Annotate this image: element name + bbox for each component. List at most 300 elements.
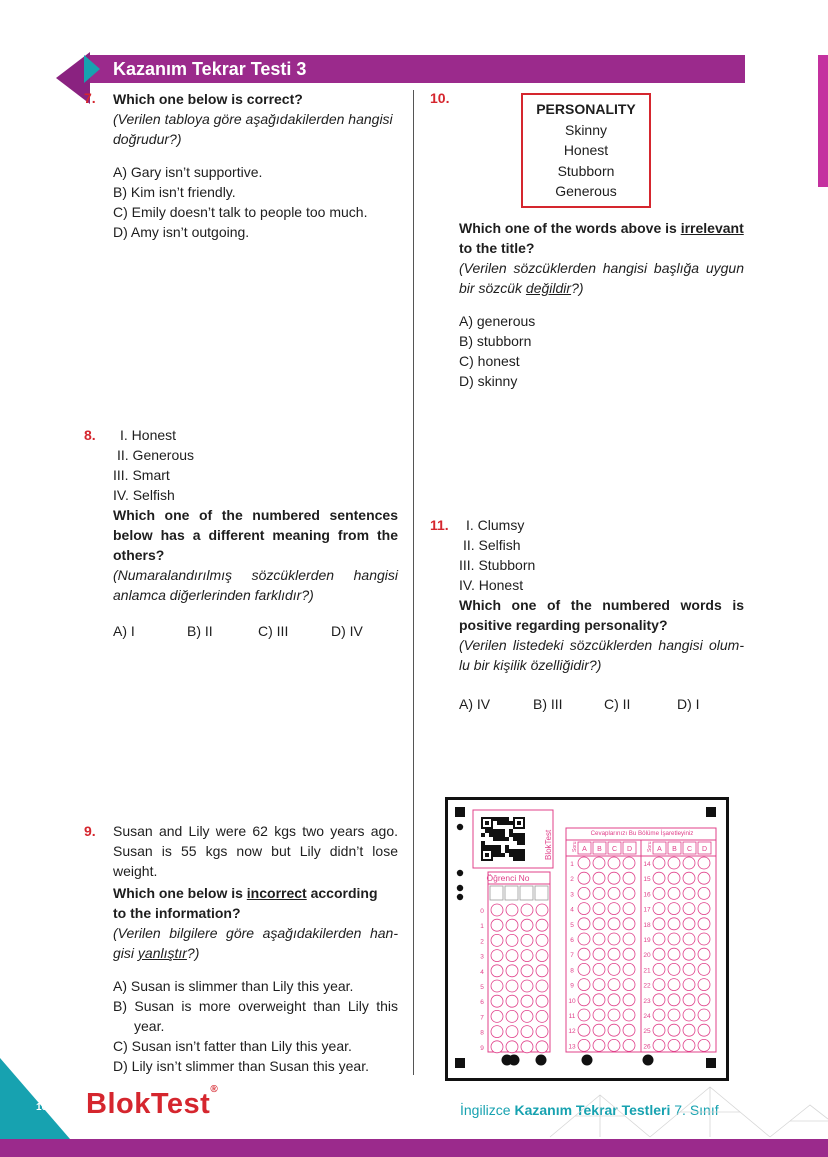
question-10-option-b[interactable]: B) stubborn [459,333,532,349]
brand-logo: BlokTest® [86,1084,219,1120]
qr-module [493,849,497,853]
answer-bubble [608,994,620,1006]
qr-module [497,829,501,833]
student-no-digit: 5 [480,984,484,991]
personality-word: Generous [555,183,617,199]
question-7-number: 7. [84,90,96,106]
question-7-translation-2: doğrudur?) [113,131,182,147]
answer-bubble [683,994,695,1006]
question-no-label: 25 [643,1028,651,1036]
student-no-bubble [536,934,548,946]
student-no-bubble [521,934,533,946]
answer-bubble [623,933,635,945]
student-no-bubble [536,950,548,962]
answer-bubble [578,963,590,975]
qr-module [501,829,505,833]
qr-finder [517,821,521,825]
qr-module [505,821,509,825]
answer-bubble [623,1039,635,1051]
answer-bubble [623,979,635,991]
answer-bubble [698,918,710,930]
qr-module [501,837,505,841]
qr-module [497,849,501,853]
student-no-digit: 4 [480,968,484,976]
answer-bubble [653,903,665,915]
student-no-bubble [521,1010,533,1022]
corner-tab-decoration [818,55,828,187]
answer-bubble [608,857,620,869]
question-9-translation-2: gisi yanlıştır?) [113,945,200,961]
question-no-label: 23 [643,997,651,1005]
answer-bubble [653,857,665,869]
answer-bubble [608,1039,620,1051]
question-10-translation-2: bir sözcük değildir?) [459,280,584,296]
answer-bubble [698,1009,710,1021]
question-9-text-2: to the information? [113,905,241,921]
question-7-option-a[interactable]: A) Gary isn’t supportive. [113,164,263,180]
answer-bubble [593,918,605,930]
corner-mark [706,807,716,817]
answer-bubble [668,963,680,975]
question-no-label: 20 [643,952,651,960]
student-no-bubble [491,1026,503,1038]
timing-dot [643,1055,654,1066]
student-no-bubble [506,950,518,962]
optical-answer-sheet [445,797,729,1081]
answer-bubble [653,872,665,884]
answer-letter: B [672,846,677,853]
page-title: Kazanım Tekrar Testi 3 [113,59,307,79]
question-9-number: 9. [84,823,96,839]
answer-bubble [593,1009,605,1021]
question-10-option-a[interactable]: A) generous [459,313,536,329]
question-10-text-2: to the title? [459,240,535,256]
qr-module [489,845,493,849]
student-no-bubble [506,934,518,946]
student-no-bubble [536,1041,548,1053]
answer-bubble [608,903,620,915]
student-no-bubble [491,965,503,977]
student-no-bubble [536,980,548,992]
answer-bubble [623,1009,635,1021]
answer-letter: B [597,846,602,853]
question-8 [113,425,398,605]
question-8-item-3: III. Smart [113,467,170,483]
answer-bubble [668,948,680,960]
question-7 [113,89,398,242]
question-10-number: 10. [430,90,450,106]
question-10-option-d[interactable]: D) skinny [459,373,518,389]
question-no-label: 4 [570,906,574,914]
question-8-option-b[interactable]: B) II [187,623,213,639]
answer-bubble [668,872,680,884]
answer-bubble [608,1024,620,1036]
student-no-cell [505,886,518,900]
student-no-bubble [491,904,503,916]
qr-module [497,821,501,825]
answer-bubble [593,948,605,960]
answer-bubble [608,933,620,945]
student-no-bubble [506,1041,518,1053]
answer-bubble [683,887,695,899]
page-number: 10 [36,1102,48,1113]
student-no-bubble [506,919,518,931]
question-no-label: 24 [643,1013,651,1020]
question-no-label: 9 [570,982,574,990]
qr-module [509,833,513,837]
question-no-label: 8 [570,967,574,975]
qr-module [521,837,525,841]
answer-bubble [683,857,695,869]
question-8-options [113,621,398,641]
timing-dot [457,870,463,876]
answer-bubble [608,979,620,991]
question-no-label: 13 [568,1043,576,1051]
answer-bubble [608,948,620,960]
qr-module [513,833,517,837]
qr-code [481,817,525,861]
timing-dot [457,824,463,830]
answer-bubble [653,963,665,975]
question-8-text-1: Which one of the numbered sentences [113,507,398,523]
qr-module [501,853,505,857]
student-no-bubble [491,1010,503,1022]
answer-bubble [698,963,710,975]
qr-module [505,845,509,849]
answer-bubble [698,887,710,899]
personality-box-title: PERSONALITY [536,101,636,117]
qr-module [497,817,501,821]
question-9-stem-2: Susan is 55 kgs now but Lily didn’t lose [113,843,398,859]
qr-finder [485,853,489,857]
answer-bubble [653,994,665,1006]
answer-bubble [593,1039,605,1051]
student-no-bubble [536,995,548,1007]
question-10-keyword: irrelevant [680,220,744,236]
question-no-label: 5 [570,921,574,929]
personality-word: Stubborn [557,162,615,179]
footer-bar [0,1139,828,1157]
qr-module [493,837,497,841]
answer-bubble [683,903,695,915]
qr-module [497,837,501,841]
answer-bubble [653,1024,665,1036]
question-no-label: 10 [568,997,576,1005]
question-11-text-2: positive regarding personality? [459,617,668,633]
qr-module [485,845,489,849]
question-10-translation-1: (Verilen sözcüklerden hangisi başlığa uygun [459,260,744,276]
qr-module [513,853,517,857]
personality-word: Skinny [564,121,608,138]
qr-module [493,833,497,837]
question-7-translation-1: (Verilen tabloya göre aşağıdakilerden hangisi [113,111,393,127]
question-no-label: 26 [643,1043,651,1051]
answer-bubble [668,979,680,991]
answer-bubble [593,903,605,915]
student-no-bubble [506,995,518,1007]
question-no-label: 7 [570,952,574,960]
qr-module [505,849,509,853]
question-8-text-2: below has a different meaning from the [113,527,398,543]
qr-module [481,841,485,845]
answer-bubble [578,857,590,869]
question-10-text-1: Which one of the words above is irrelevant [459,220,744,236]
qr-module [517,857,521,861]
question-9-option-d[interactable]: D) Lily isn’t slimmer than Susan this year. [113,1058,369,1074]
student-no-bubble [506,904,518,916]
answer-letter: D [626,846,633,853]
question-11-option-a[interactable]: A) IV [459,696,491,712]
answer-bubble [668,933,680,945]
qr-module [493,853,497,857]
qr-module [497,845,501,849]
answer-bubble [608,887,620,899]
question-no-label: 11 [568,1013,576,1020]
question-no-label: 2 [570,876,574,884]
answer-bubble [653,979,665,991]
question-11-option-c[interactable]: C) II [604,696,631,712]
student-no-bubble [521,980,533,992]
answer-bubble [578,887,590,899]
qr-module [517,841,521,845]
qr-module [521,833,525,837]
answer-bubble [668,994,680,1006]
answer-bubble [683,872,695,884]
student-no-bubble [536,919,548,931]
answer-bubble [593,963,605,975]
question-11-text-1: Which one of the numbered words is [459,597,744,613]
answer-bubble [623,887,635,899]
question-11-number: 11. [430,517,449,533]
answer-bubble [593,857,605,869]
answer-bubble [593,872,605,884]
question-no-label: 22 [643,982,651,990]
answer-bubble [608,918,620,930]
student-no-bubble [506,965,518,977]
answer-bubble [578,903,590,915]
question-9-keyword: incorrect [246,885,307,901]
question-9-translation-1: (Verilen bilgilere göre aşağıdakilerden han- [113,925,398,941]
personality-word: Honest [563,142,609,158]
qr-module [501,821,505,825]
answer-bubble [578,948,590,960]
answer-bubble [608,1009,620,1021]
student-no-digit: 7 [480,1014,484,1022]
student-no-digit: 3 [480,953,484,961]
answer-bubble [698,872,710,884]
question-no-label: 1 [570,861,574,868]
question-no-label: 16 [643,891,651,899]
student-no-bubble [491,1041,503,1053]
answer-bubble [653,933,665,945]
question-7-text: Which one below is correct? [113,91,303,107]
answer-bubble [683,963,695,975]
qr-module [517,833,521,837]
soru-label-left: Soru [572,841,578,852]
question-11-translation-2: lu bir kişilik özelliğidir?) [459,657,602,673]
student-no-digit: 6 [480,999,484,1007]
question-8-option-c[interactable]: C) III [258,623,289,639]
qr-module [509,853,513,857]
question-no-label: 14 [643,861,651,868]
qr-module [493,829,497,833]
answer-bubble [653,1009,665,1021]
question-8-translation-2: anlamca diğerlerinden farklıdır?) [113,587,314,603]
answer-bubble [578,1039,590,1051]
question-8-option-a[interactable]: A) I [113,623,135,639]
question-10-option-c[interactable]: C) honest [459,353,520,369]
question-no-label: 21 [643,967,651,975]
answer-bubble [608,872,620,884]
question-8-text-3: others? [113,547,165,563]
question-11-item-1: I. Clumsy [466,517,525,533]
answer-bubble [593,933,605,945]
answer-bubble [668,903,680,915]
question-9 [113,821,398,1076]
qr-module [521,853,525,857]
answer-sheet-graphic [448,800,726,1078]
answer-bubble [578,979,590,991]
answer-bubble [593,994,605,1006]
answer-bubble [668,1024,680,1036]
answer-bubble [578,1024,590,1036]
corner-mark [455,807,465,817]
qr-module [497,833,501,837]
answer-bubble [698,903,710,915]
question-9-stem-1: Susan and Lily were 62 kgs two years ago. [113,823,398,839]
qr-module [517,853,521,857]
student-no-cell [520,886,533,900]
student-no-digit: 9 [480,1044,484,1052]
answer-bubble [578,933,590,945]
student-no-bubble [491,934,503,946]
question-no-label: 3 [570,891,574,899]
qr-module [509,849,513,853]
question-9-option-a[interactable]: A) Susan is slimmer than Lily this year. [113,978,354,994]
timing-dot [536,1055,547,1066]
student-no-bubble [521,904,533,916]
question-8-option-d[interactable]: D) IV [331,623,363,639]
student-no-digit: 0 [480,908,484,915]
answer-bubble [623,918,635,930]
timing-dot [582,1055,593,1066]
qr-module [521,857,525,861]
question-no-label: 6 [570,937,574,944]
answer-bubble [683,948,695,960]
answer-bubble [698,857,710,869]
personality-box [521,93,651,208]
qr-module [489,829,493,833]
answer-bubble [698,933,710,945]
question-11-option-b[interactable]: B) III [533,696,563,712]
qr-module [493,845,497,849]
student-no-bubble [536,965,548,977]
qr-finder [485,821,489,825]
question-9-option-b-cont[interactable]: year. [134,1018,165,1034]
question-7-option-c[interactable]: C) Emily doesn’t talk to people too much. [113,204,368,220]
column-divider [413,90,414,1075]
student-no-digit: 8 [480,1029,484,1037]
answer-bubble [698,948,710,960]
answer-bubble [593,887,605,899]
answer-bubble [653,948,665,960]
answer-bubble [653,918,665,930]
question-9-stem-3: weight. [113,863,158,879]
question-10 [459,218,744,391]
qr-module [501,833,505,837]
student-no-bubble [491,950,503,962]
question-8-number: 8. [84,427,96,443]
qr-module [517,837,521,841]
answer-bubble [578,918,590,930]
student-no-frame [488,872,550,1052]
answer-bubble [593,1024,605,1036]
qr-module [521,841,525,845]
qr-module [513,857,517,861]
question-no-label: 15 [643,876,651,884]
student-no-bubble [536,904,548,916]
answer-bubble [578,872,590,884]
question-8-item-1: I. Honest [120,427,177,443]
answer-bubble [623,994,635,1006]
qr-module [485,829,489,833]
student-no-digit: 2 [480,938,484,946]
student-no-bubble [521,950,533,962]
answer-bubble [593,979,605,991]
student-no-cell [535,886,548,900]
student-no-bubble [491,980,503,992]
question-9-option-c[interactable]: C) Susan isn’t fatter than Lily this year. [113,1038,352,1054]
question-11 [459,515,744,675]
answer-bubble [683,918,695,930]
student-no-bubble [521,1041,533,1053]
footer-triangle [0,1058,70,1139]
question-8-item-2: II. Generous [117,447,195,463]
question-no-label: 12 [568,1028,576,1036]
answer-bubble [668,1009,680,1021]
question-7-option-b[interactable]: B) Kim isn’t friendly. [113,184,236,200]
answer-bubble [698,979,710,991]
question-9-option-b[interactable]: B) Susan is more overweight than Lily this [113,998,398,1014]
answer-bubble [683,1024,695,1036]
qr-module [513,837,517,841]
answer-bubble [668,887,680,899]
question-11-item-2: II. Selfish [463,537,521,553]
qr-module [481,845,485,849]
question-11-options [459,694,744,714]
question-7-option-d[interactable]: D) Amy isn’t outgoing. [113,224,250,240]
answer-bubble [683,1039,695,1051]
answer-bubble [683,979,695,991]
question-11-option-d[interactable]: D) I [677,696,700,712]
student-no-bubble [536,1026,548,1038]
question-no-label: 17 [643,906,651,914]
qr-module [517,849,521,853]
answer-bubble [683,1009,695,1021]
qr-module [501,817,505,821]
student-no-bubble [536,1010,548,1022]
qr-module [505,837,509,841]
student-no-bubble [506,980,518,992]
qr-module [481,833,485,837]
answer-bubble [623,1024,635,1036]
question-11-translation-1: (Verilen listedeki sözcüklerden hangisi olum- [459,637,744,653]
qr-module [489,833,493,837]
answer-bubble [668,1039,680,1051]
answer-bubble [623,963,635,975]
answer-bubble [623,948,635,960]
timing-dot [457,894,463,900]
